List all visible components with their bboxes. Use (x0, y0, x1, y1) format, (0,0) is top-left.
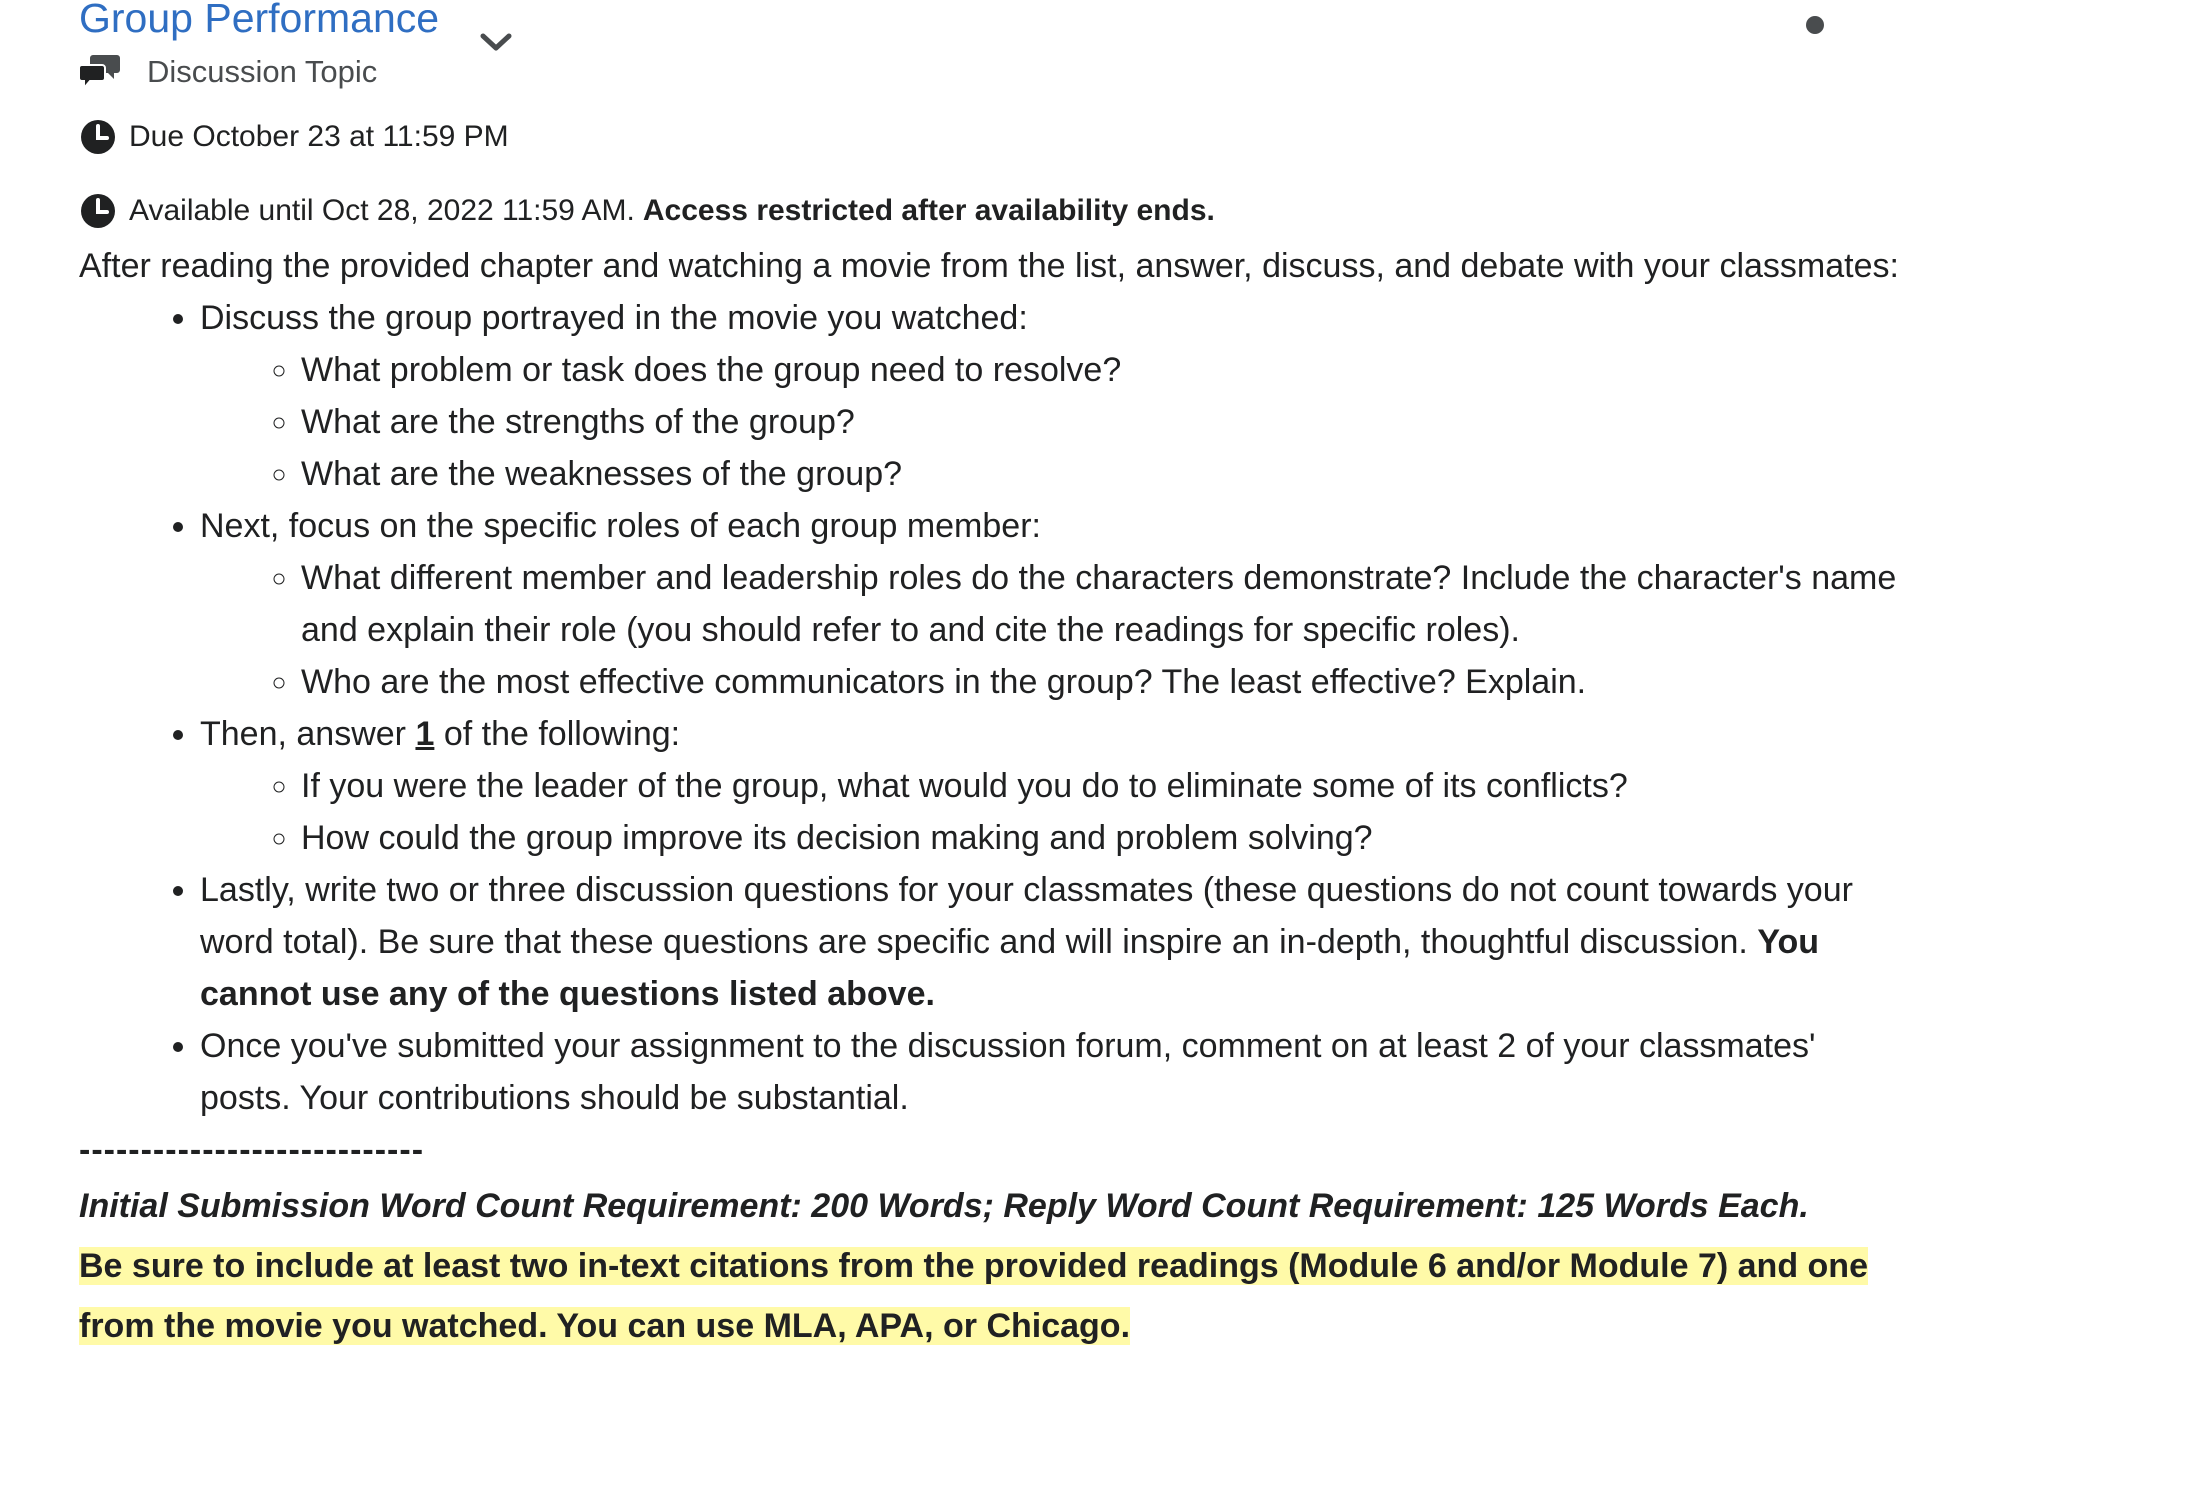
sub-list-item: ◦ What problem or task does the group need to resolve? (301, 344, 1899, 396)
sub-list (200, 552, 1899, 708)
separator-line: ---------------------------- (79, 1131, 425, 1169)
availability-text: Available until Oct 28, 2022 11:59 AM. (129, 194, 635, 227)
more-options-dot[interactable] (1806, 16, 1824, 34)
topic-description (79, 240, 1899, 1356)
highlighted-text: Be sure to include at least two in-text citations from the provided readings (Module 6 and/or Module 7) and one (79, 1247, 1868, 1285)
citation-requirement (79, 1236, 1899, 1296)
instruction-list (79, 292, 1899, 1124)
list-item-text: Discuss the group portrayed in the movie you watched: (200, 299, 1028, 337)
list-item-text: Once you've submitted your assignment to the discussion forum, comment on at least 2 of your classmates' posts. Your contributions should be substantial. (200, 1027, 1816, 1117)
word-count-requirement: Initial Submission Word Count Requirement: 200 Words; Reply Word Count Requirement: 125 Words Each. (79, 1187, 1809, 1225)
topic-type-label: Discussion Topic (147, 54, 378, 89)
due-date-text: Due October 23 at 11:59 PM (129, 120, 509, 153)
list-item-text: Lastly, write two or three discussion questions for your classmates (these questions do not count towards your word total). Be sure that these questions are specific and will inspire an in-depth, thoughtful discussion. (200, 871, 1853, 961)
topic-type-row (79, 50, 377, 94)
sub-list-item: ◦ Who are the most effective communicators in the group? The least effective? Explain. (301, 656, 1899, 708)
list-item (200, 708, 1899, 864)
highlighted-text: from the movie you watched. You can use MLA, APA, or Chicago. (79, 1307, 1131, 1345)
count-emphasis: 1 (415, 715, 435, 753)
due-date-row (79, 118, 509, 156)
topic-title-link[interactable]: Group Performance (79, 0, 440, 41)
sub-list-item: ◦ What are the weaknesses of the group? (301, 448, 1899, 500)
sub-list-item: ◦ How could the group improve its decision making and problem solving? (301, 812, 1899, 864)
intro-paragraph: After reading the provided chapter and watching a movie from the list, answer, discuss, and debate with your classmates: (79, 247, 1899, 285)
bold-note: You cannot use any of the questions listed above. (200, 923, 1820, 1013)
sub-list (200, 760, 1899, 864)
clock-icon (79, 118, 117, 156)
sub-list (200, 344, 1899, 500)
list-item-text: Next, focus on the specific roles of each group member: (200, 507, 1041, 545)
discussion-icon (79, 53, 121, 91)
citation-requirement (79, 1296, 1899, 1356)
list-item-text: of the following: (434, 715, 681, 753)
sub-list-item: ◦ If you were the leader of the group, what would you do to eliminate some of its conflicts? (301, 760, 1899, 812)
availability-row (79, 192, 1215, 230)
sub-list-item: ◦ What different member and leadership roles do the characters demonstrate? Include the character's name and explain their role (you should refer to and cite the readings for specific roles). (301, 552, 1899, 656)
clock-icon (79, 192, 117, 230)
list-item (200, 292, 1899, 500)
access-restriction-text: Access restricted after availability ends. (642, 194, 1215, 227)
list-item-text: Then, answer (200, 715, 416, 753)
list-item (200, 500, 1899, 708)
chevron-down-icon[interactable] (478, 30, 514, 54)
list-item (200, 864, 1899, 1020)
sub-list-item: ◦ What are the strengths of the group? (301, 396, 1899, 448)
list-item (200, 1020, 1899, 1124)
